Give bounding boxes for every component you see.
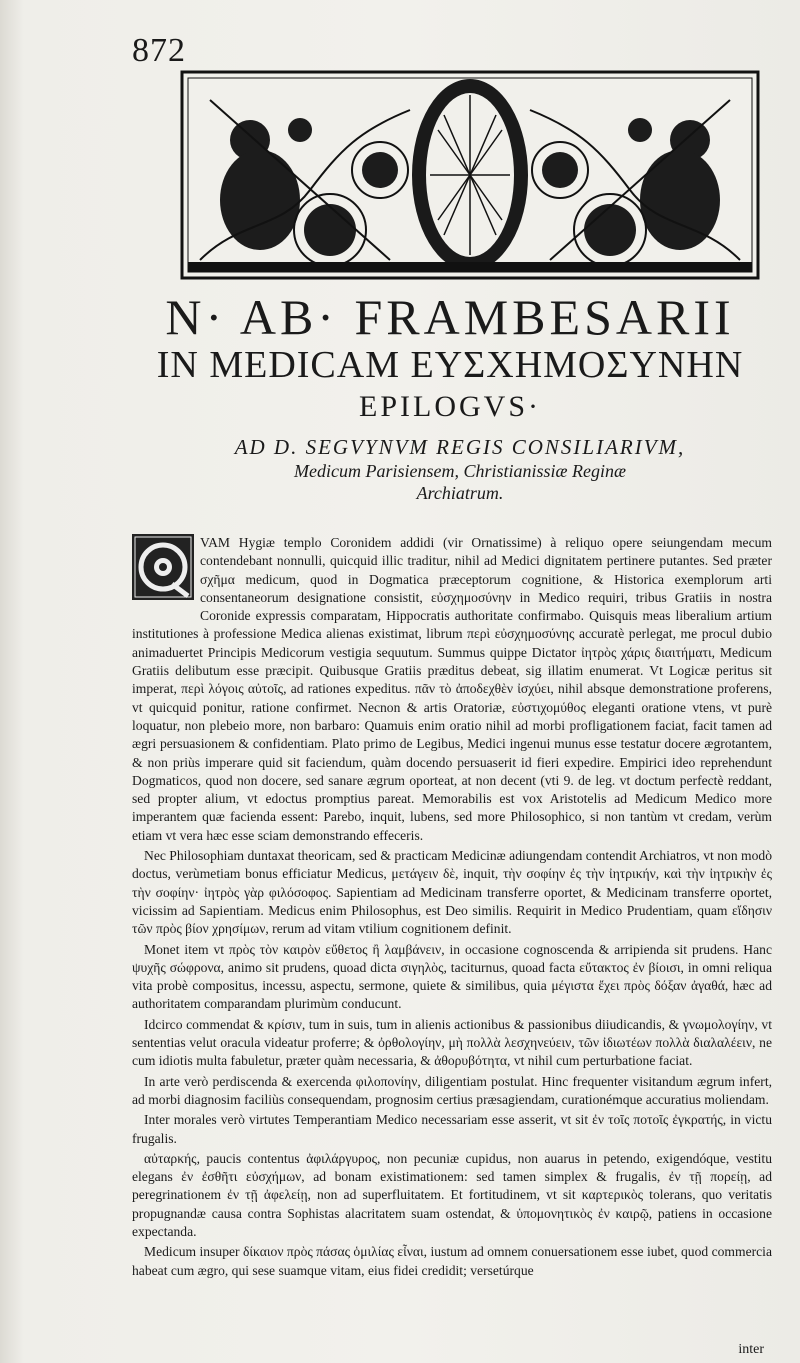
dedication-line-2: Medicum Parisiensem, Christianissiæ Reginæ [294, 461, 626, 481]
paragraph: Nec Philosophiam duntaxat theoricam, sed & practicam Medicinæ adiungendam contendit Archiatros, vt non modò doctus, verùmetiam bonus efficiatur Medicus, μετάγειν δὲ, inquit, τὴν σοφίην ἐς τὴν ἰητρικήν, καὶ τὴν ἰητρικὴν ἐς τὴν σοφίην· ἰητρὸς γὰρ φιλόσοφος. Sapientiam ad Medicinam transferre oportet, & Medicinam transferre oportet, vicissim ad Sapientiam. Medicus enim Philosophus, est Deo similis. Requirit in Medico Prudentiam, quam εἴδησιν τῶν πρὸς βίον χρησίμων, rerum ad vitam vtilium cognitionem definit. [132, 848, 772, 937]
dedication [150, 434, 770, 504]
body-text [132, 534, 772, 1282]
paragraph: In arte verò perdiscenda & exercenda φιλοπονίην, diligentiam postulat. Hinc frequenter visitandum ægrum infert, ad morbi diagnosim faciliùs consequendam, prognosim certius præsagiendam, curationémque accuratius moliendam. [132, 1073, 772, 1107]
dedication-line-1: AD D. SEGVYNVM REGIS CONSILIARIVM, [234, 435, 686, 459]
title-line-3: EPILOGVS· [359, 390, 541, 423]
paragraph: VAM Hygiæ templo Coronidem addidi (vir Ornatissime) à reliquo opere seiungendam mecum contendebant nonnulli, quicquid illic traditur, nihil ad Medici dignitatem pertinere putantes. Sed præter σχῆμα medicum, quod in Dogmatica præceptorum cognitione, & Historica exemplorum arti consentaneorum designatione consistit, εὐσχημοσύνην in Medico requiri, tribus Gratiis in nostra Coronide expressis comparatam, Hippocratis authoritate confirmabo. Quisquis meas liberalium artium institutiones à professione Medica alienas existimat, librum περὶ εὐσχημοσύνης accuratè perlegat, me procul dubio animaduertet Principis Medicorum vestigia sequutum. Summus quippe Dictator ἰητρὸς χάρις διαιτήματι, Medicum Gratiis delibutum esse præcipit. Quibusque Gratiis præditus debeat, sig illatim enumerat. Vt Logicæ peritus sit imperat, περὶ λόγοις αὐτοῖς, ad rationes expeditus. πᾶν τὸ ἀποδεχθὲν ἰσχύει, nihil absque demonstratione proferens, vt quicquid ponitur, ratione confirmet. Necnon & artis Oratoriæ, εὐστιχομύθος eleganti oratione vtens, vt purè loquatur, non plebeio more, non barbaro: Quamuis enim oratio nihil ad morbi profligationem faciat, facit tamen ad ægri persuasionem & confidentiam. Plato primo de Legibus, Medici ingenui munus esse testatur docere ægrotantem, & non priùs imperare quid sit faciendum, quàm docendo persuaserit id fieri expedire. Empirici ideo reprehendunt Dogmaticos, quod non docere, sed sanare ægrum oporteat, at non decent (vti 9. de leg. vt doctum perfectè reddant, sed propter alium, vt edoctus promptius pareat. Memorabilis est vox Aristotelis ad Medicum Medico more imperantem quæ facienda essent: Parebo, inquit, lubens, sed more Philosophico, si non tantùm vt credam, verùm etiam vt vera hæc esse sciam demonstrando effeceris. [132, 535, 772, 843]
paragraph: Inter morales verò virtutes Temperantiam Medico necessariam esse asserit, vt sit ἐν τοῖς ποτοῖς ἐγκρατής, in victu frugalis. [132, 1112, 772, 1146]
dedication-line-3: Archiatrum. [416, 483, 504, 503]
title-line-1: N· AB· FRAMBESARII [165, 289, 735, 345]
catchword: inter [738, 1342, 764, 1357]
paragraph: Idcirco commendat & κρίσιν, tum in suis, tum in alienis actionibus & passionibus diiudicandis, & γνωμολογίην, vt sententias velut oracula videatur proferre; & ὀρθολογίην, μὴ πολλὰ λεσχηνεύειν, τῶν ἰδιωτέων πολλὰ διαλαλέειν, ne cum idiotis multa fabuletur, præter quàm necessaria, & ἀθορυβότητα, vt nihil cum perturbatione faciat. [132, 1016, 772, 1069]
paragraph: Monet item vt πρὸς τὸν καιρὸν εὔθετος ἢ λαμβάνειν, in occasione cognoscenda & arripienda sit prudens. Hanc ψυχῆς σώφρονα, animo sit prudens, quoad dicta σιγηλὸς, taciturnus, quoad facta εὔτακτος ἐν βίοισι, in omni reliqua vita probè compositus, incessu, aspectu, sermone, quiete & similibus, quia μέγιστα ἔχει πρὸς δόξαν ἀγαθά, hæc ad authoritatem comparandam plurimùm conducunt. [132, 941, 772, 1012]
paragraph: Medicum insuper δίκαιον πρὸς πάσας ὁμιλίας εἶναι, iustum ad omnem conuersationem esse iubet, quod commercia habeat cum ægro, qui sese suamque vitam, eius fidei credidit; versetúrque [132, 1244, 772, 1278]
woodcut-headpiece [180, 70, 760, 280]
title-line-2: IN MEDICAM ΕΥΣΧΗΜΟΣΥΝΗΝ [156, 344, 744, 386]
page-number: 872 [132, 32, 186, 69]
paragraph: αὐταρκής, paucis contentus ἀφιλάργυρος, non pecuniæ cupidus, non auarus in petendo, exigendóque, vestitu elegans ἐν ἐσθῆτι εὐσχήμων, ad bonam existimationem: sed tamen simplex & frugalis, ἐν τῇ πορείῃ, ad peregrinationem ἐν τῇ ἀφελείῃ, non ad superfluitatem. Et fortitudinem, vt sit καρτερικὸς tolerans, quo veritatis propugnandæ causa contra Sophistas alacritatem suam ostendat, & ὑπομονητικὸς ἐν καιρῷ, patiens in occasione expectanda. [132, 1150, 772, 1239]
